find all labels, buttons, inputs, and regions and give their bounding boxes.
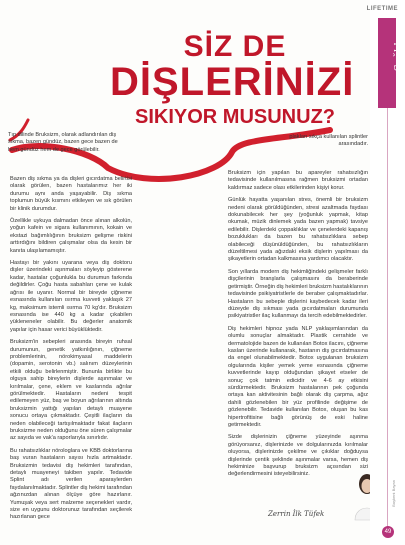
body-right-paragraph: Günlük hayatta yaşanılan stres, önemli bir bruksizm nedeni olarak görüldüğünden, stresi azaltmada faydası dokunabilecek her şey (yoğunluk yapmak, kitap okumak, müzik dinlemek yada bazen yapmak) tavsiye edilebilir. Dişlerdeki çoppaklıklar ve çenelerdeki kapanış bozuklukları da bazen bu rahatsızlıklara sebep olabileceği düşünüldüğünden, bu rahatsızlıkların düzeltilmesi yada ağızdaki eksik dişlerin yapılması da şikayetlerin ortadan kalkmasına yardımcı olacaktır. <box>228 197 368 263</box>
body-left-paragraph: Hastayı bir yakını uyarana veya diş doktoru dişler üzerindeki aşınmaları söyleyip gösterene kadar, hastalar çoğunlukla bu durumun farkında değildirler. Çoğu hasta sabahları çene ve kulak ağrısı ile uyanır. Normal bir bireyde çiğneme esnasında kullanılan ısırma kuvveti yaklaşık 27 kg, maksimum istemli ısırma 70 kg'dır. Bruksizm esnasında ise 440 kg a kadar çıkabilen yükleneneler olabilir. Bu değerler anatomik yapılar için hasar verici büyüklüktedir. <box>10 260 132 333</box>
section-label: Sağlık <box>394 40 405 72</box>
body-right-paragraph: Diş hekimleri hipnoz yada NLP yaklaşımlarından da olumlu sonuçlar almaktadır. Plastik cerrahide ve dermatolojide bazen de kullanılan Botox ilacını, çiğneme kasları üzerinde kullanarak, hastanın diş gıcırdatmasına da engel olunabilmektedir. Botox uygulanan bruksizm olgularında kişiler yemek yeme esnasında çiğneme kuvvetlerinde kayıp olduğundan şikayet etseler de sonuç çok tatmin edicidir ve 4-6 ay etkisini sürdürmektedir. Bruksizm hastalarının pek çoğunda ortaya kan aktivitesinin bağlı olarak diş çarpma, ağız dahili gözlenebilen bir yüz profilinde değişime de gözlenebilir. Tedavide kullanılan Botox, oluşan bu kas hipertrofitisine bağlı görünüş de eski haline getirmektedir. <box>228 325 368 428</box>
headline-line-3: SIKIYOR MUSUNUZ? <box>135 106 335 128</box>
intro-right: plakları sıkça kullanılan splintler arasındadır. <box>289 134 368 148</box>
rail-footer-text: Başkent Bayan <box>391 480 396 507</box>
page-number: 49 <box>382 526 394 538</box>
magazine-brand: LIFETIME <box>366 6 398 12</box>
body-left-paragraph: Bazen diş sıkma ya da dişleri gıcırdatma belirtisi olarak görülen, bazen hastalarımız her iki durumu aynı anda yaşayabilir. Diş sıkma toplumun büyük kısmını etkileyen ve sık görülen bir klinik durumdur. <box>10 176 132 212</box>
body-right-paragraph: Bruksizm için yapılan bu apareyler rahatsızlığın tedavisinde kullanılmasına rağmen bruksizmi ortadan kaldırmaz sadece olası etkilerinden kişiyi korur. <box>228 170 368 191</box>
side-rail <box>366 0 405 545</box>
body-column-left <box>10 176 132 527</box>
body-right-paragraph: Sizde dişlerinizin çiğneme yüzeyinde aşınma görüyorsanız, dişlerinizde ve dolgularınızda kırılmalar oluyorsa, dişlerinizde çekilme ve çıkıklar doğduysa dişlerinde çentik şeklinde aşınmalar varsa, hemen diş hekiminize başvurup bruksizm açısından sizi değerlendirmesini isteyebilirsiniz. <box>228 434 368 478</box>
rail-divider <box>387 108 388 528</box>
author-signature: Zerrin İlk Tüfek <box>268 510 325 518</box>
headline-line-2: DİŞLERİNİZİ <box>110 60 355 104</box>
intro-left: Tıp dilinde Bruksizm, olarak adlandırılan diş sıkma, bazen gündüz, bazen gece bazen de hem gündüz hem de gece görülebilir. <box>8 132 118 153</box>
body-left-paragraph: Özellikle uykuya dalmadan önce alınan alkolün, yoğun kafein ve sigara kullanımının, kokain ve ekstazi bağımlılığının bruksizm gelişme riskini arttırdığını bildiren çalışmalar olsa da kesin bir kanıta ulaşılamamıştır. <box>10 218 132 254</box>
body-left-paragraph: Bu rahatsızlıklar nörologlara ve KBB doktorlarına baş vuran hastaların sayısı hızla artmaktadır. Bruksizmin tedavisi diş hekimleri tarafından, detaylı muayeneyi takiben yapılır. Tedavide Splint adı verilen aparaylerden faydalanılmaktadır. Splintler diş hekimi tarafından ağzınızdan alınan ölçüye göre hazırlanır. Yumuşak veya sert malzeme seçenekleri vardır, size en uygunu doktorunuz tarafından seçilerek hazırlanan gece <box>10 447 132 521</box>
body-left-paragraph: Bruksizm'in sebepleri arasında bireyin ruhsal durumunun, genetik yatkınlığının, çiğneme problemlerinin, nörokimyasal maddelerin (dopamin, serotonin vb.) salınım düzeylerinin etkili olduğu belirlenmiştir. Bununla birlikte bu olguya sahip bireylerin dişlerde aşınmalar ve kırılmalar, çene, eklem ve kaslarında ağrılar görülmektedir. Hastaların nedeni tespit edilemeyen yüz, baş ve boyun ağrılarının altında bruksizmin yattığı yapılan detaylı muayene sonucu ortaya çıkmaktadır. Çeşitli ilaçların da neden olabileceği tartışılmaktadır fakat ilaçların bruksizme neden olduğunu öne süren çalışmalar az sayıda ve vak'a raporlarıyla sınırlıdır. <box>10 339 132 442</box>
body-column-right <box>228 170 368 484</box>
headline-line-1: SİZ DE <box>183 30 287 63</box>
body-right-paragraph: Son yıllarda modern diş hekimliğindeki gelişmeler farklı dişçilerinin branşlarla çalışmasını da beraberinde getirmiştir. Örneğin diş hekimleri bruksizm hastalıklarının tedavisinde psikiyatristlerle de beraber çalışmaktadırlar. Hastaların bu sebeple dişlerini kaybedecek kadar ileri düzeyde diş sıkması yada gıcırdatmaları durumunda psikiyatristler ilaç kullanmayı da tercih edebilmektedirler. <box>228 268 368 320</box>
